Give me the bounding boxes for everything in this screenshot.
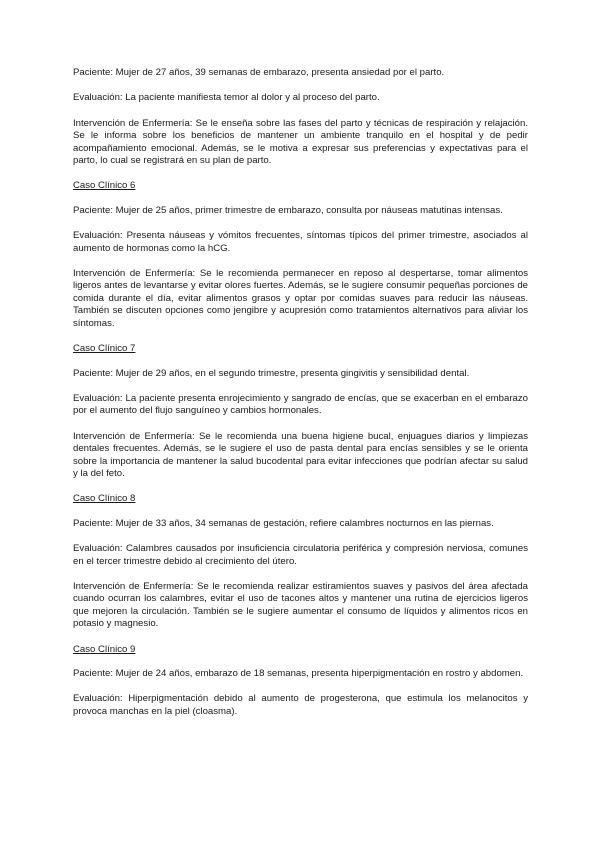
case-9 (73, 644, 528, 719)
case-6-title: Caso Clínico 6 (73, 180, 136, 192)
intro-paciente: Paciente: Mujer de 27 años, 39 semanas de embarazo, presenta ansiedad por el parto. (73, 67, 445, 78)
case-7-paciente: Paciente: Mujer de 29 años, en el segundo trimestre, presenta gingivitis y sensibilidad dental. (73, 367, 470, 379)
intro-evaluacion: Evaluación: La paciente manifiesta temor al dolor y al proceso del parto. (73, 92, 380, 104)
case-7-intervencion: Intervención de Enfermería: Se le recomienda una buena higiene bucal, enjuagues diarios y limpiezas dentales frecuentes. Además, se le sugiere el uso de pasta dental para encías sensibles y se le orienta sobre la importancia de mantener la salud bucodental para evitar infecciones que podrían afectar su salud y la del feto. (73, 430, 528, 479)
case-8-paciente: Paciente: Mujer de 33 años, 34 semanas de gestación, refiere calambres nocturnos en las piernas. (73, 517, 494, 529)
case-8 (73, 493, 528, 630)
case-9-title: Caso Clínico 9 (73, 643, 136, 655)
intro-intervencion: Intervención de Enfermería: Se le enseña sobre las fases del parto y técnicas de respiración y relajación. Se le informa sobre los beneficios de mantener un ambiente tranquilo en el hospital y de pedir acompañamiento emocional. Además, se le motiva a expresar sus preferencias y expectativas para el parto, lo cual se registrará en su plan de parto. (73, 117, 528, 167)
case-7-evaluacion: Evaluación: La paciente presenta enrojecimiento y sangrado de encías, que se exacerban en el embarazo por el aumento del flujo sanguíneo y cambios hormonales. (73, 392, 528, 417)
case-8-intervencion: Intervención de Enfermería: Se le recomienda realizar estiramientos suaves y pasivos del área afectada cuando ocurran los calambres, evitar el uso de tacones altos y mantener una rutina de ejercicios ligeros que mejoren la circulación. También se le sugiere aumentar el consumo de líquidos y alimentos ricos en potasio y magnesio. (73, 580, 528, 630)
case-6-paciente: Paciente: Mujer de 25 años, primer trimestre de embarazo, consulta por náuseas matutinas intensas. (73, 204, 503, 216)
case-9-evaluacion: Evaluación: Hiperpigmentación debido al aumento de progesterona, que estimula los melanocitos y provoca manchas en la piel (cloasma). (73, 693, 528, 717)
case-7 (73, 343, 528, 480)
case-7-title: Caso Clínico 7 (73, 343, 136, 355)
case-6-evaluacion: Evaluación: Presenta náuseas y vómitos frecuentes, síntomas típicos del primer trimestre, asociados al aumento de hormonas como la hCG. (73, 230, 528, 254)
case-6-intervencion: Intervención de Enfermería: Se le recomienda permanecer en reposo al despertarse, tomar alimentos ligeros antes de levantarse y evitar olores fuertes. Además, se le sugiere consumir pequeñas porciones de comida durante el día, evitar alimentos grasos y optar por comidas suaves para reducir las náuseas. También se discuten opciones como jengibre y acupresión como tratamientos alternativos para aliviar los síntomas. (73, 268, 528, 329)
case-6 (73, 180, 528, 330)
case-8-evaluacion: Evaluación: Calambres causados por insuficiencia circulatoria periférica y compresión nerviosa, comunes en el tercer trimestre debido al crecimiento del útero. (73, 543, 528, 567)
case-8-title: Caso Clínico 8 (73, 493, 136, 505)
case-9-paciente: Paciente: Mujer de 24 años, embarazo de 18 semanas, presenta hiperpigmentación en rostro y abdomen. (73, 668, 524, 679)
